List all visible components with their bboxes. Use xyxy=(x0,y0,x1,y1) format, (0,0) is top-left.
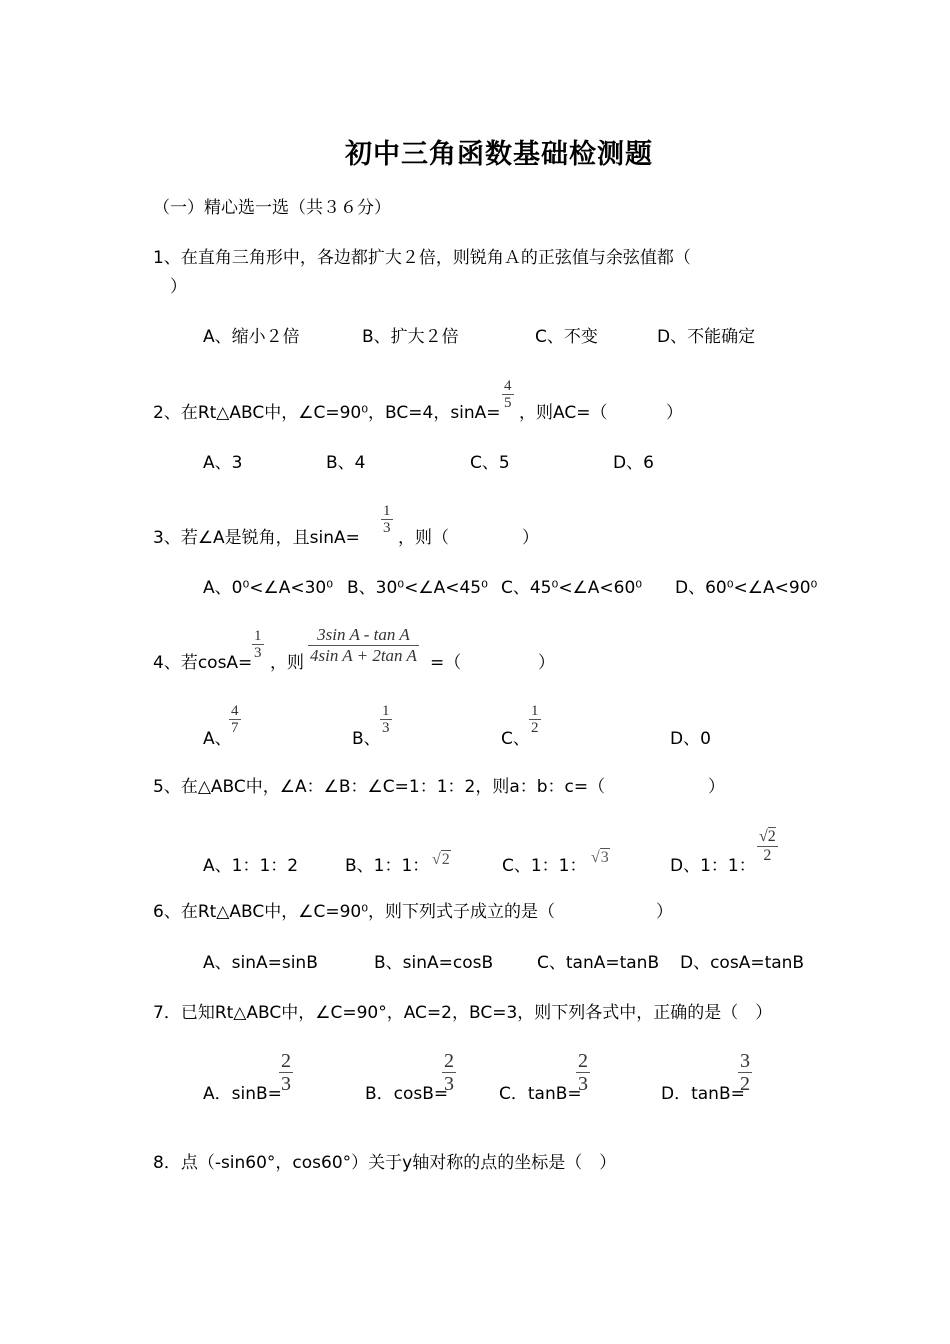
question-3-option-a: A、0⁰<∠A<30⁰ xyxy=(203,578,334,598)
question-5-stem: 5、在△ABC中，∠A：∠B：∠C=1：1：2，则a：b：c=（ xyxy=(153,777,606,797)
question-3-stem: 3、若∠A是锐角，且sinA= xyxy=(153,528,360,548)
fraction-numerator: 1 xyxy=(531,703,539,719)
question-1-option-d: D、不能确定 xyxy=(657,327,756,347)
question-4-stem-cont: ，则 xyxy=(270,653,304,673)
fraction-numerator: 1 xyxy=(382,703,390,719)
radicand: 2 xyxy=(441,851,450,868)
sqrt-3: √3 xyxy=(591,849,609,866)
question-1-option-b: B、扩大２倍 xyxy=(362,327,459,347)
fraction-numerator: 1 xyxy=(254,628,262,644)
question-2-fraction xyxy=(502,378,514,411)
question-3-stem-cont: ，则（ xyxy=(398,528,449,548)
expression-numerator: 3sin A - tan A xyxy=(317,625,410,644)
fraction-numerator: 2 xyxy=(444,1050,454,1072)
question-2-stem: 2、在Rt△ABC中，∠C=90⁰，BC=4，sinA= xyxy=(153,403,501,423)
question-1-option-c: C、不变 xyxy=(535,327,598,347)
question-4-option-b-fraction xyxy=(380,703,392,736)
question-7-option-a: A．sinB= xyxy=(203,1084,282,1104)
fraction-denominator: 5 xyxy=(504,395,512,411)
fraction-denominator: 3 xyxy=(254,645,262,661)
fraction-denominator: 2 xyxy=(763,847,772,864)
expression-denominator: 4sin A + 2tan A xyxy=(310,646,417,665)
question-6-option-c: C、tanA=tanB xyxy=(537,953,660,973)
question-4-option-a-fraction xyxy=(229,703,241,736)
question-5-option-a: A、1：1：2 xyxy=(203,856,299,876)
question-4-expression xyxy=(308,625,419,666)
question-5-option-b: B、1：1： xyxy=(345,856,430,876)
question-6-stem: 6、在Rt△ABC中，∠C=90⁰，则下列式子成立的是（ xyxy=(153,902,556,922)
fraction-denominator: 3 xyxy=(444,1073,454,1095)
question-7-option-c: C．tanB= xyxy=(499,1084,582,1104)
question-4-stem-end: =（ xyxy=(430,653,462,673)
question-7-stem: 7．已知Rt△ABC中，∠C=90°，AC=2，BC=3，则下列各式中，正确的是（ ） xyxy=(153,1003,773,1023)
question-2-option-a: A、3 xyxy=(203,453,243,473)
question-5-option-d-fraction xyxy=(757,828,778,865)
sqrt-2: √2 xyxy=(432,851,450,868)
question-1-close: ） xyxy=(170,277,187,297)
question-6-close: ） xyxy=(656,902,673,922)
fraction-denominator: 3 xyxy=(578,1073,588,1095)
question-5-option-c: C、1：1： xyxy=(502,856,587,876)
question-2-option-d: D、6 xyxy=(613,453,654,473)
section-heading: （一）精心选一选（共３６分） xyxy=(153,198,391,218)
question-3-option-d: D、60⁰<∠A<90⁰ xyxy=(675,578,818,598)
fraction-denominator: 3 xyxy=(281,1073,291,1095)
question-2-close: ） xyxy=(666,403,683,423)
page-title: 初中三角函数基础检测题 xyxy=(345,139,653,170)
question-5-option-d: D、1：1： xyxy=(670,856,756,876)
question-6-option-d: D、cosA=tanB xyxy=(680,953,805,973)
question-2-option-c: C、5 xyxy=(470,453,510,473)
fraction-numerator: 2 xyxy=(578,1050,588,1072)
question-7-option-d-fraction xyxy=(738,1050,752,1095)
fraction-numerator: √2 xyxy=(759,828,776,845)
question-1-option-a: A、缩小２倍 xyxy=(203,327,300,347)
question-2-option-b: B、4 xyxy=(326,453,366,473)
question-6-option-b: B、sinA=cosB xyxy=(374,953,494,973)
fraction-denominator: 3 xyxy=(383,520,391,536)
radicand: 2 xyxy=(767,828,776,845)
radicand: 3 xyxy=(600,849,609,866)
fraction-denominator: 3 xyxy=(382,720,390,736)
fraction-denominator: 7 xyxy=(231,720,239,736)
question-7-option-c-fraction xyxy=(576,1050,590,1095)
question-4-option-a: A、 xyxy=(203,729,232,749)
fraction-denominator: 2 xyxy=(531,720,539,736)
question-2-stem-cont: ，则AC=（ xyxy=(519,403,608,423)
question-5-close: ） xyxy=(708,777,725,797)
question-7-option-d: D．tanB= xyxy=(661,1084,745,1104)
fraction-numerator: 1 xyxy=(383,503,391,519)
fraction-numerator: 3 xyxy=(740,1050,750,1072)
question-4-option-c: C、 xyxy=(501,729,530,749)
question-4-option-b: B、 xyxy=(352,729,381,749)
question-3-fraction xyxy=(381,503,393,536)
fraction-numerator: 4 xyxy=(231,703,239,719)
question-4-option-c-fraction xyxy=(529,703,541,736)
question-4-close: ） xyxy=(538,653,555,673)
question-8-stem: 8．点（-sin60°，cos60°）关于y轴对称的点的坐标是（ ） xyxy=(153,1153,617,1173)
question-6-option-a: A、sinA=sinB xyxy=(203,953,318,973)
question-4-stem: 4、若cosA= xyxy=(153,653,253,673)
question-4-fraction xyxy=(252,628,264,661)
question-3-close: ） xyxy=(522,528,539,548)
fraction-numerator: 2 xyxy=(281,1050,291,1072)
question-7-option-a-fraction xyxy=(279,1050,293,1095)
question-7-option-b: B．cosB= xyxy=(365,1084,449,1104)
question-7-option-b-fraction xyxy=(442,1050,456,1095)
question-3-option-c: C、45⁰<∠A<60⁰ xyxy=(501,578,643,598)
question-1-stem: 1、在直角三角形中，各边都扩大２倍，则锐角Ａ的正弦值与余弦值都（ xyxy=(153,248,691,268)
fraction-denominator: 2 xyxy=(740,1073,750,1095)
question-3-option-b: B、30⁰<∠A<45⁰ xyxy=(347,578,488,598)
question-4-option-d: D、0 xyxy=(670,729,711,749)
fraction-numerator: 4 xyxy=(504,378,512,394)
